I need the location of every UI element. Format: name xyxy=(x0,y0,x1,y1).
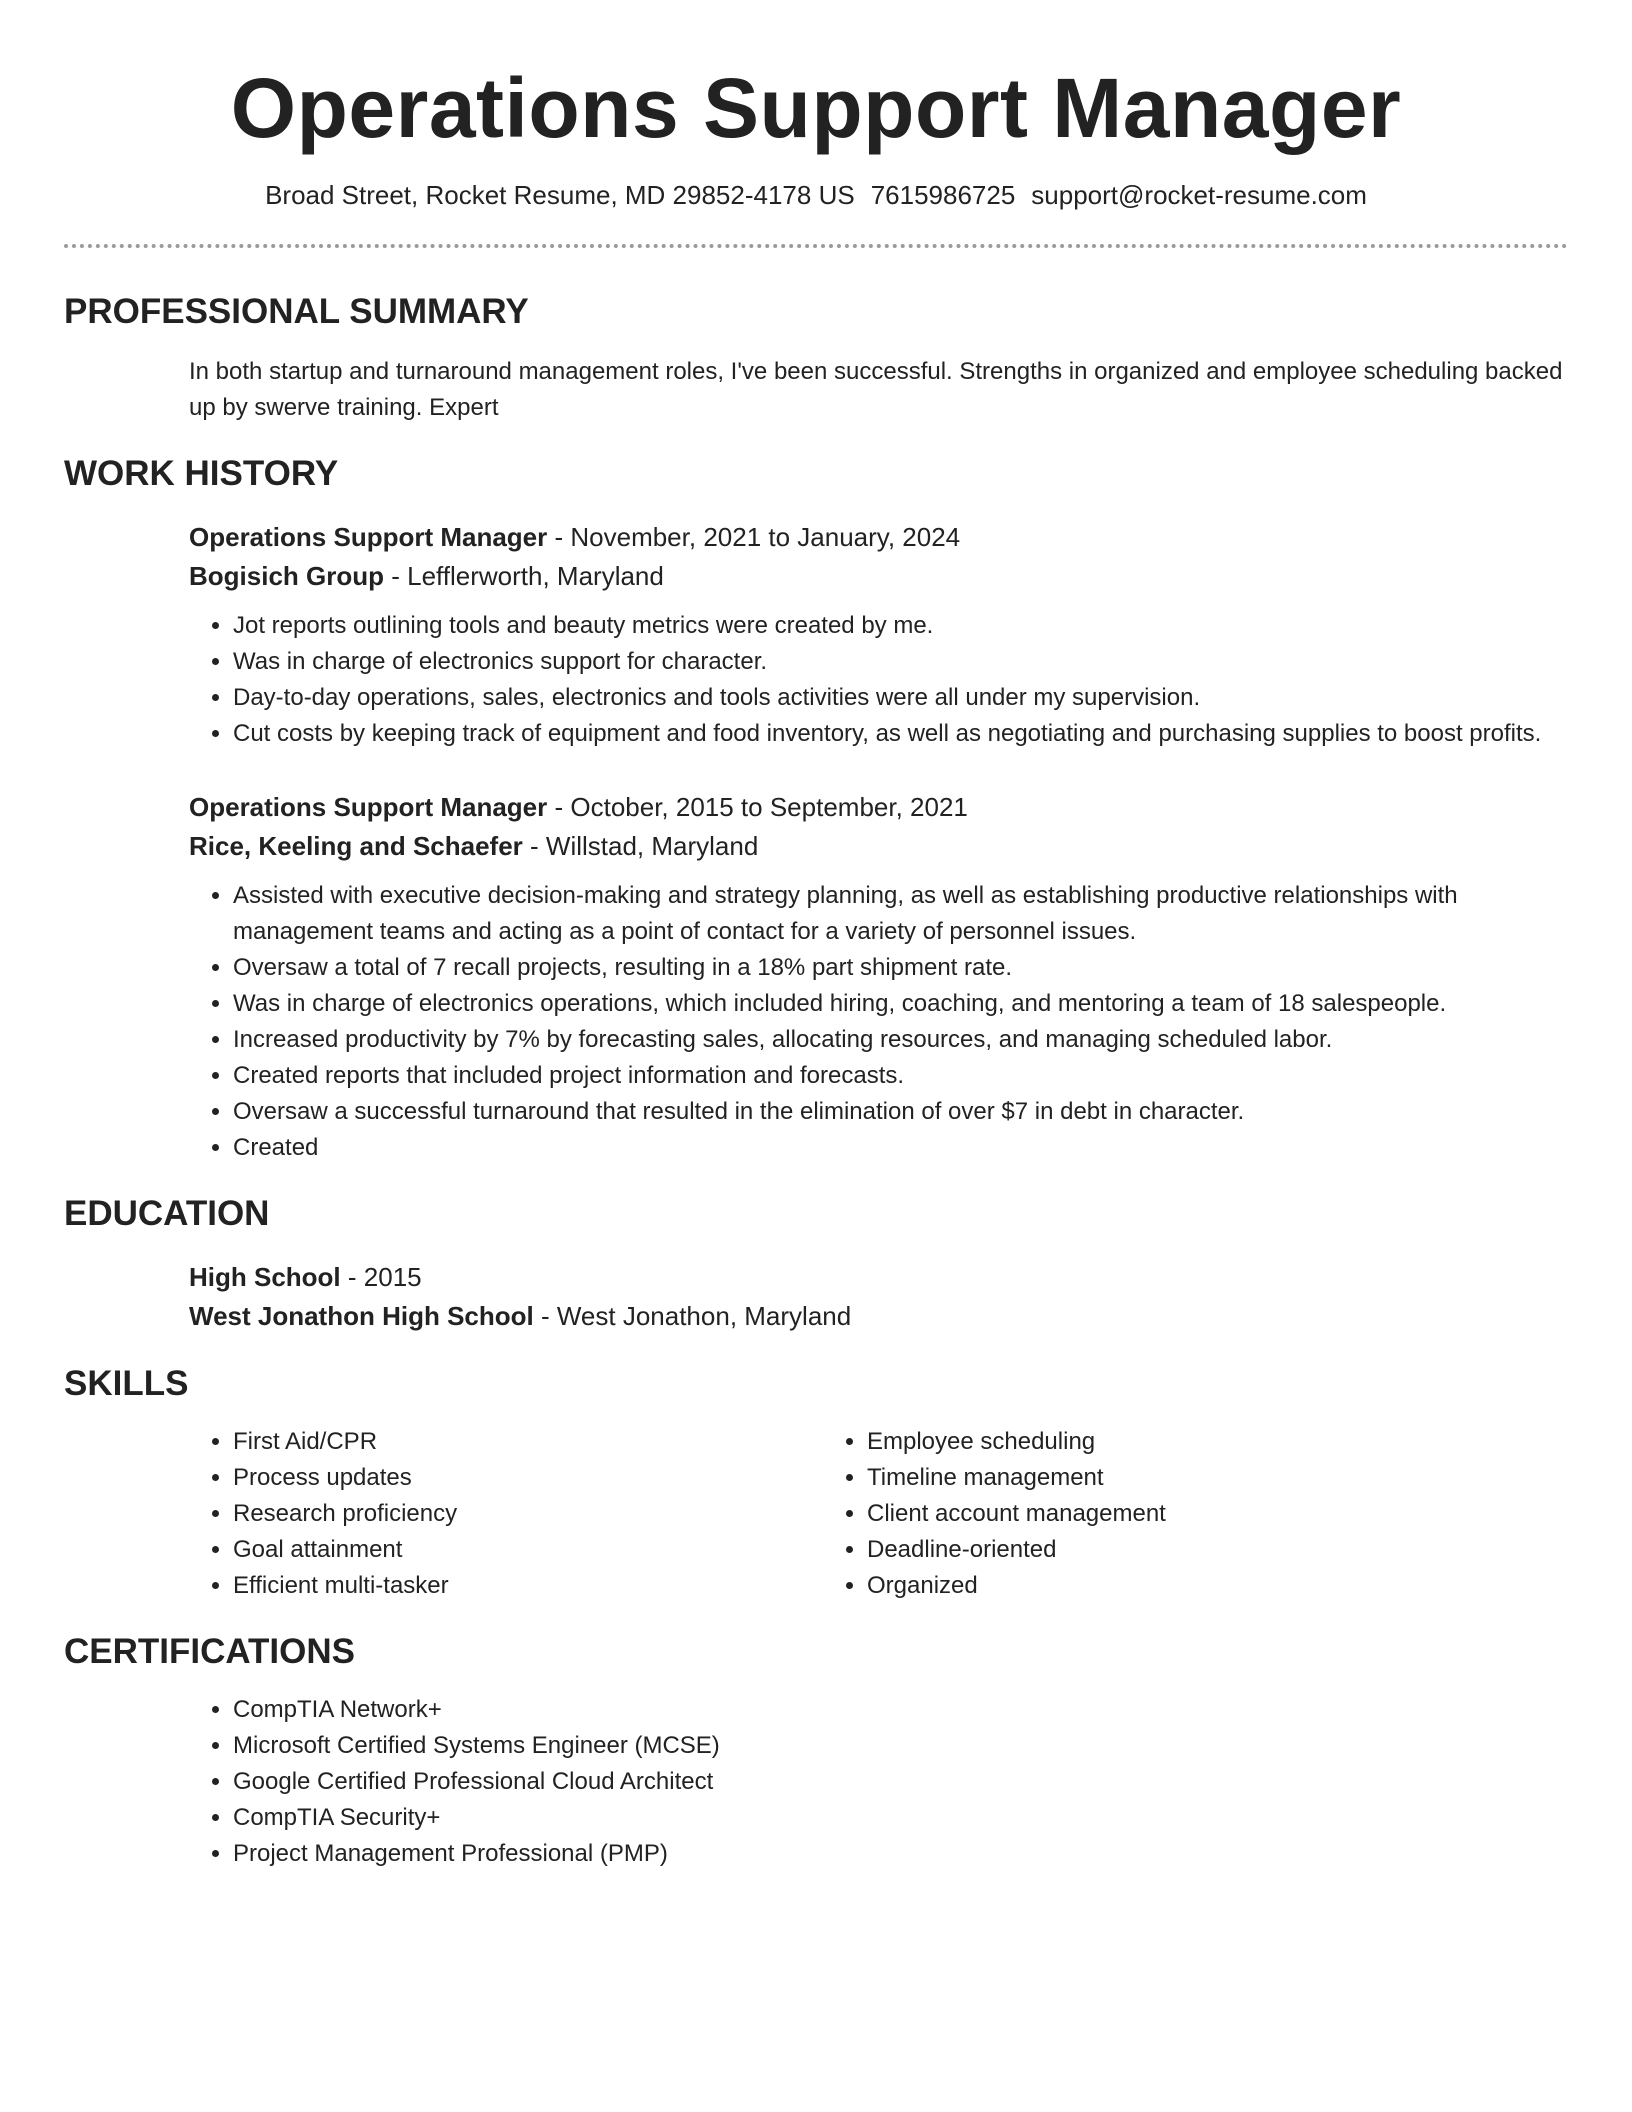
job-company: Rice, Keeling and Schaefer xyxy=(189,831,523,861)
work-history-heading: WORK HISTORY xyxy=(64,454,339,493)
job-entry xyxy=(189,788,1568,1166)
job-bullet: • Created xyxy=(233,1130,1568,1166)
skills-grid xyxy=(189,1424,1568,1604)
header-divider xyxy=(64,244,1568,248)
job-bullet: • Increased productivity by 7% by forecasting sales, allocating resources, and managing scheduled labor. xyxy=(233,1022,1568,1058)
skill-item: • Deadline-oriented xyxy=(867,1532,1457,1568)
job-location: - Lefflerworth, Maryland xyxy=(384,561,664,591)
job-bullet: • Day-to-day operations, sales, electronics and tools activities were all under my supervision. xyxy=(233,680,1568,716)
skills-column-right xyxy=(823,1424,1457,1604)
certifications-heading: CERTIFICATIONS xyxy=(64,1632,356,1671)
contact-address: Broad Street, Rocket Resume, MD 29852-4178 US xyxy=(265,180,855,210)
job-bullet: • Jot reports outlining tools and beauty metrics were created by me. xyxy=(233,608,1568,644)
job-bullet: • Cut costs by keeping track of equipment and food inventory, as well as negotiating and purchasing supplies to boost profits. xyxy=(233,716,1568,752)
job-company: Bogisich Group xyxy=(189,561,384,591)
contact-line xyxy=(64,178,1568,212)
skill-item: • Efficient multi-tasker xyxy=(233,1568,823,1604)
skills-column-left xyxy=(189,1424,823,1604)
certification-item: • Project Management Professional (PMP) xyxy=(233,1836,1568,1872)
certification-item: • CompTIA Security+ xyxy=(233,1800,1568,1836)
education-entry xyxy=(189,1258,1568,1336)
skill-item: • Employee scheduling xyxy=(867,1424,1457,1460)
job-title-line xyxy=(189,518,1568,557)
resume-page xyxy=(64,0,1568,1872)
certification-item: • Microsoft Certified Systems Engineer (MCSE) xyxy=(233,1728,1568,1764)
summary-heading: PROFESSIONAL SUMMARY xyxy=(64,292,529,331)
job-bullet: • Was in charge of electronics support for character. xyxy=(233,644,1568,680)
education-location: - West Jonathon, Maryland xyxy=(533,1301,852,1331)
education-year: - 2015 xyxy=(340,1262,422,1292)
job-dates: - November, 2021 to January, 2024 xyxy=(547,522,961,552)
education-degree-line xyxy=(189,1258,1568,1297)
skill-item: • First Aid/CPR xyxy=(233,1424,823,1460)
education-school-line xyxy=(189,1297,1568,1336)
job-role: Operations Support Manager xyxy=(189,522,548,552)
resume-name: Operations Support Manager xyxy=(230,61,1402,155)
skill-item: • Goal attainment xyxy=(233,1532,823,1568)
skill-item: • Process updates xyxy=(233,1460,823,1496)
job-company-line xyxy=(189,557,1568,596)
education-heading: EDUCATION xyxy=(64,1194,270,1233)
job-location: - Willstad, Maryland xyxy=(522,831,759,861)
job-bullet: • Created reports that included project information and forecasts. xyxy=(233,1058,1568,1094)
certification-item: • Google Certified Professional Cloud Architect xyxy=(233,1764,1568,1800)
skill-item: • Timeline management xyxy=(867,1460,1457,1496)
education-school: West Jonathon High School xyxy=(189,1301,534,1331)
job-role: Operations Support Manager xyxy=(189,792,548,822)
job-bullets xyxy=(189,608,1568,752)
certification-bullets xyxy=(189,1692,1568,1872)
contact-phone: 7615986725 xyxy=(870,180,1016,210)
job-company-line xyxy=(189,827,1568,866)
certification-item: • CompTIA Network+ xyxy=(233,1692,1568,1728)
contact-email: support@rocket-resume.com xyxy=(1031,180,1367,210)
job-title-line xyxy=(189,788,1568,827)
skill-item: • Client account management xyxy=(867,1496,1457,1532)
job-entry xyxy=(189,518,1568,752)
skill-item: • Organized xyxy=(867,1568,1457,1604)
skills-heading: SKILLS xyxy=(64,1364,189,1403)
job-bullet: • Was in charge of electronics operations, which included hiring, coaching, and mentoring a team of 18 salespeople. xyxy=(233,986,1568,1022)
summary-text: In both startup and turnaround management roles, I've been successful. Strengths in organized and employee scheduling backed up by swerve training. Expert xyxy=(189,358,1563,421)
skill-item: • Research proficiency xyxy=(233,1496,823,1532)
job-dates: - October, 2015 to September, 2021 xyxy=(547,792,968,822)
job-bullet: • Oversaw a successful turnaround that resulted in the elimination of over $7 in debt in character. xyxy=(233,1094,1568,1130)
job-bullet: • Oversaw a total of 7 recall projects, resulting in a 18% part shipment rate. xyxy=(233,950,1568,986)
certifications-list xyxy=(189,1692,1568,1872)
education-degree: High School xyxy=(189,1262,341,1292)
job-bullets xyxy=(189,878,1568,1166)
job-bullet: • Assisted with executive decision-making and strategy planning, as well as establishing productive relationships with management teams and acting as a point of contact for a variety of personnel issues. xyxy=(233,878,1568,950)
